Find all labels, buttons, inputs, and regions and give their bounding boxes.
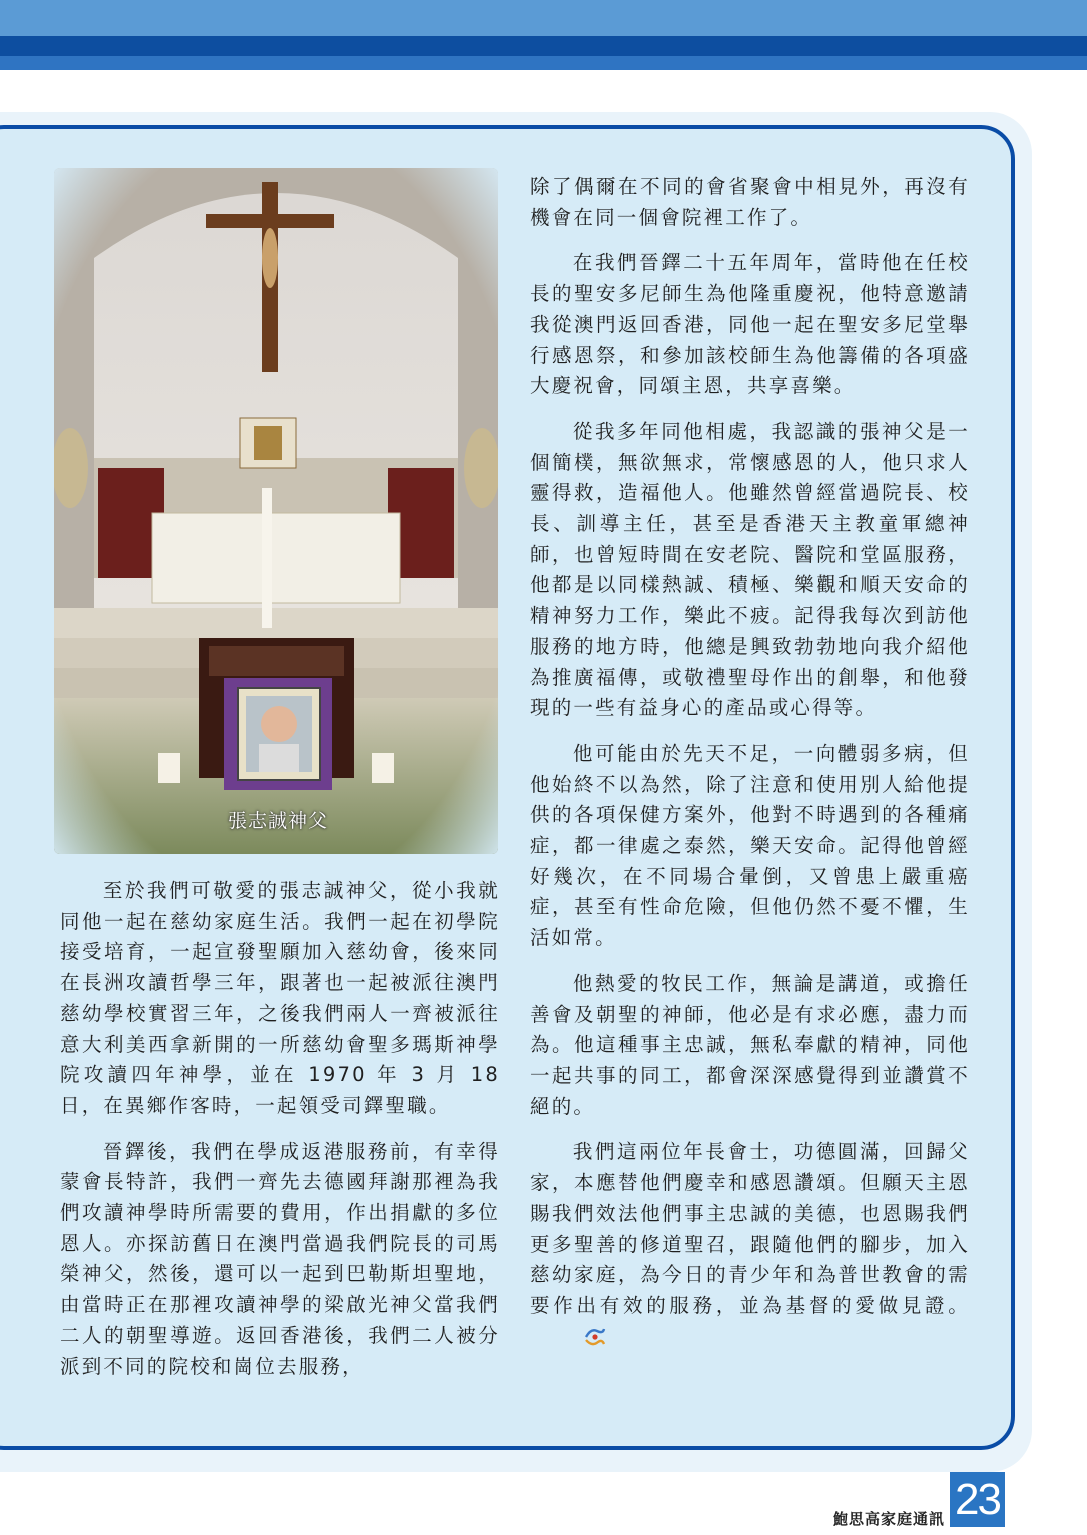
paragraph-last xyxy=(530,1137,970,1352)
paragraph: 至於我們可敬愛的張志誠神父，從小我就同他一起在慈幼家庭生活。我們一起在初學院接受培育，一起宣發聖願加入慈幼會，後來同在長洲攻讀哲學三年，跟著也一起被派往澳門慈幼學校實習三年，之後我們兩人一齊被派往意大利美西拿新開的一所慈幼會聖多瑪斯神學院攻讀四年神學，並在 1970 年 3 月 18 日，在異鄉作客時，一起領受司鐸聖職。 xyxy=(60,879,500,1117)
paragraph: 他熱愛的牧民工作，無論是講道，或擔任善會及朝聖的神師，他必是有求必應，盡力而為。他這種事主忠誠，無私奉獻的精神，同他一起共事的同工，都會深深感覺得到並讚賞不絕的。 xyxy=(530,971,970,1118)
memorial-photo xyxy=(54,168,498,854)
paragraph-text: 我們這兩位年長會士，功德圓滿，回歸父家，本應替他們慶幸和感恩讚頌。但願天主恩賜我們效法他們事主忠誠的美德，也恩賜我們更多聖善的修道聖召，跟隨他們的腳步，加入慈幼家庭，為今日的青少年和為普世教會的需要作出有效的服務，並為基督的愛做見證。 xyxy=(530,1140,970,1317)
paragraph: 除了偶爾在不同的會省聚會中相見外，再沒有機會在同一個會院裡工作了。 xyxy=(530,175,970,229)
header-band xyxy=(0,0,1087,70)
right-column xyxy=(530,172,970,1367)
page-number: 23 xyxy=(950,1472,1005,1527)
photo-caption: 張志誠神父 xyxy=(228,810,329,832)
left-column xyxy=(60,876,500,1397)
paragraph: 在我們晉鐸二十五年周年，當時他在任校長的聖安多尼師生為他隆重慶祝，他特意邀請我從澳門返回香港，同他一起在聖安多尼堂舉行感恩祭，和參加該校師生為他籌備的各項盛大慶祝會，同頌主恩，共享喜樂。 xyxy=(530,251,970,398)
paragraph: 從我多年同他相處，我認識的張神父是一個簡樸，無欲無求，常懷感恩的人，他只求人靈得救，造福他人。他雖然曾經當過院長、校長、訓導主任，甚至是香港天主教童軍總神師，也曾短時間在安老院、醫院和堂區服務，他都是以同樣熱誠、積極、樂觀和順天安命的精神努力工作，樂此不疲。記得我每次到訪他服務的地方時，他總是興致勃勃地向我介紹他為推廣福傳，或敬禮聖母作出的創舉，和他發現的一些有益身心的產品或心得等。 xyxy=(530,419,970,720)
paragraph: 他可能由於先天不足，一向體弱多病，但他始終不以為然，除了注意和使用別人給他提供的各項保健方案外，他對不時遇到的各種痛症，都一律處之泰然，樂天安命。記得他曾經好幾次，在不同場合暈倒，又曾患上嚴重癌症，甚至有性命危險，但他仍然不憂不懼，生活如常。 xyxy=(530,741,970,950)
publication-title: 鮑思高家庭通訊 xyxy=(832,1510,945,1528)
salesian-emblem-icon xyxy=(540,1325,564,1349)
paragraph: 晉鐸後，我們在學成返港服務前，有幸得蒙會長特許，我們一齊先去德國拜謝那裡為我們攻讀神學時所需要的費用，作出捐獻的多位恩人。亦探訪舊日在澳門當過我們院長的司馬榮神父，然後，還可以一起到巴勒斯坦聖地，由當時正在那裡攻讀神學的梁啟光神父當我們二人的朝聖導遊。返回香港後，我們二人被分派到不同的院校和崗位去服務， xyxy=(60,1139,500,1378)
